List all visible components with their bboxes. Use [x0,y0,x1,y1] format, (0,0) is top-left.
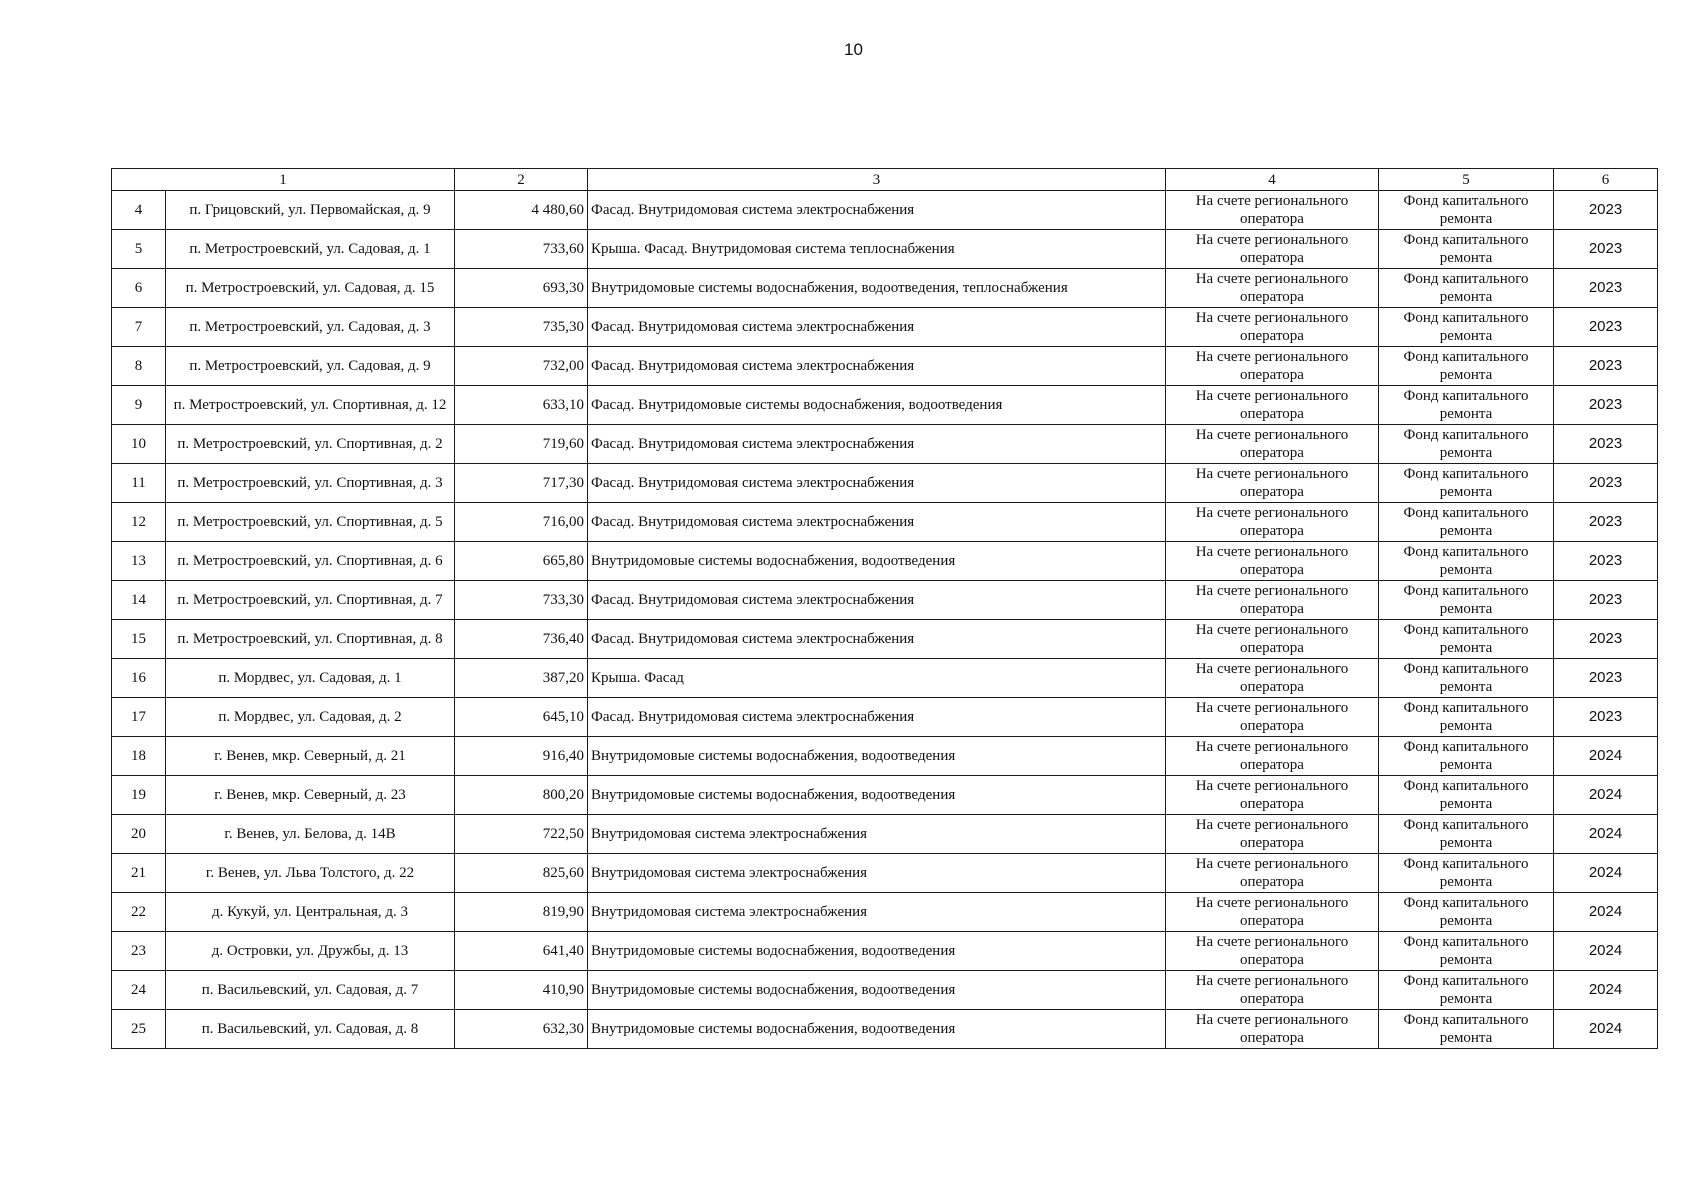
header-cell-1: 1 [112,169,455,191]
account-cell-line: На счете регионального [1195,271,1349,287]
area-cell: 825,60 [455,854,588,893]
funding-source-cell-line: Фонд капитального [1403,466,1529,482]
funding-source-cell [1379,503,1554,542]
funding-source-cell [1379,932,1554,971]
works-cell: Фасад. Внутридомовая система электроснабжения [588,503,1166,542]
header-cell-4: 4 [1166,169,1379,191]
funding-source-cell-line: ремонта [1439,406,1493,422]
funding-source-cell-line: Фонд капитального [1403,349,1529,365]
funding-source-cell-line: Фонд капитального [1403,388,1529,404]
account-cell-line: На счете регионального [1195,934,1349,950]
funding-source-cell-line: Фонд капитального [1403,544,1529,560]
area-cell: 693,30 [455,269,588,308]
year-cell: 2023 [1554,230,1658,269]
table-body [112,191,1658,1049]
year-cell: 2023 [1554,503,1658,542]
header-cell-2: 2 [455,169,588,191]
funding-source-cell [1379,308,1554,347]
address-cell: д. Кукуй, ул. Центральная, д. 3 [166,893,455,932]
area-cell: 736,40 [455,620,588,659]
funding-source-cell [1379,347,1554,386]
table-row [112,776,1658,815]
account-cell-line: оператора [1240,757,1304,773]
funding-source-cell-line: ремонта [1439,367,1493,383]
funding-source-cell-line: ремонта [1439,835,1493,851]
funding-source-cell-line: Фонд капитального [1403,505,1529,521]
year-cell: 2024 [1554,854,1658,893]
table-row [112,503,1658,542]
account-cell-line: На счете регионального [1195,1012,1349,1028]
table-row [112,893,1658,932]
account-cell [1166,776,1379,815]
funding-source-cell-line: ремонта [1439,640,1493,656]
table-row [112,308,1658,347]
funding-source-cell-line: ремонта [1439,757,1493,773]
works-cell: Внутридомовые системы водоснабжения, водоотведения [588,971,1166,1010]
works-cell: Внутридомовые системы водоснабжения, водоотведения [588,542,1166,581]
row-number: 11 [112,464,166,503]
address-cell: п. Метростроевский, ул. Спортивная, д. 6 [166,542,455,581]
row-number: 4 [112,191,166,230]
page-number: 10 [844,40,863,59]
account-cell [1166,659,1379,698]
account-cell-line: оператора [1240,835,1304,851]
year-cell: 2024 [1554,971,1658,1010]
account-cell-line: На счете регионального [1195,193,1349,209]
funding-source-cell-line: Фонд капитального [1403,583,1529,599]
funding-source-cell [1379,581,1554,620]
table-row [112,347,1658,386]
account-cell-line: На счете регионального [1195,427,1349,443]
funding-source-cell-line: ремонта [1439,913,1493,929]
funding-source-cell [1379,386,1554,425]
account-cell [1166,191,1379,230]
row-number: 22 [112,893,166,932]
funding-source-cell-line: Фонд капитального [1403,310,1529,326]
account-cell-line: оператора [1240,562,1304,578]
address-cell: п. Мордвес, ул. Садовая, д. 2 [166,698,455,737]
table-row [112,971,1658,1010]
account-cell-line: оператора [1240,718,1304,734]
year-cell: 2024 [1554,737,1658,776]
funding-source-cell [1379,971,1554,1010]
account-cell-line: оператора [1240,796,1304,812]
funding-source-cell-line: Фонд капитального [1403,700,1529,716]
year-cell: 2023 [1554,581,1658,620]
funding-source-cell-line: ремонта [1439,211,1493,227]
account-cell-line: оператора [1240,211,1304,227]
funding-source-cell-line: ремонта [1439,484,1493,500]
works-cell: Внутридомовая система электроснабжения [588,854,1166,893]
area-cell: 4 480,60 [455,191,588,230]
account-cell [1166,971,1379,1010]
account-cell [1166,698,1379,737]
capital-repair-table [111,168,1658,1049]
area-cell: 733,60 [455,230,588,269]
address-cell: п. Мордвес, ул. Садовая, д. 1 [166,659,455,698]
table-row [112,542,1658,581]
account-cell-line: оператора [1240,484,1304,500]
account-cell-line: На счете регионального [1195,973,1349,989]
row-number: 19 [112,776,166,815]
table-row [112,191,1658,230]
works-cell: Фасад. Внутридомовая система электроснабжения [588,620,1166,659]
year-cell: 2024 [1554,893,1658,932]
area-cell: 916,40 [455,737,588,776]
funding-source-cell-line: ремонта [1439,562,1493,578]
funding-source-cell-line: ремонта [1439,328,1493,344]
account-cell-line: На счете регионального [1195,895,1349,911]
account-cell-line: На счете регионального [1195,310,1349,326]
account-cell-line: оператора [1240,874,1304,890]
year-cell: 2023 [1554,425,1658,464]
address-cell: г. Венев, мкр. Северный, д. 23 [166,776,455,815]
row-number: 20 [112,815,166,854]
account-cell-line: На счете регионального [1195,622,1349,638]
account-cell [1166,386,1379,425]
year-cell: 2023 [1554,542,1658,581]
funding-source-cell [1379,659,1554,698]
address-cell: п. Метростроевский, ул. Спортивная, д. 3 [166,464,455,503]
account-cell-line: На счете регионального [1195,700,1349,716]
address-cell: п. Метростроевский, ул. Садовая, д. 3 [166,308,455,347]
funding-source-cell-line: Фонд капитального [1403,739,1529,755]
address-cell: п. Метростроевский, ул. Спортивная, д. 8 [166,620,455,659]
table-row [112,425,1658,464]
address-cell: п. Метростроевский, ул. Садовая, д. 1 [166,230,455,269]
table-row [112,464,1658,503]
funding-source-cell-line: ремонта [1439,250,1493,266]
row-number: 15 [112,620,166,659]
area-cell: 800,20 [455,776,588,815]
funding-source-cell-line: Фонд капитального [1403,622,1529,638]
account-cell-line: На счете регионального [1195,739,1349,755]
table-row [112,737,1658,776]
funding-source-cell-line: Фонд капитального [1403,193,1529,209]
funding-source-cell-line: ремонта [1439,874,1493,890]
year-cell: 2024 [1554,1010,1658,1049]
account-cell-line: оператора [1240,406,1304,422]
funding-source-cell-line: ремонта [1439,718,1493,734]
row-number: 12 [112,503,166,542]
account-cell-line: На счете регионального [1195,544,1349,560]
account-cell [1166,542,1379,581]
funding-source-cell [1379,1010,1554,1049]
funding-source-cell-line: Фонд капитального [1403,232,1529,248]
table-row [112,698,1658,737]
table-row [112,230,1658,269]
area-cell: 632,30 [455,1010,588,1049]
account-cell-line: На счете регионального [1195,466,1349,482]
account-cell-line: оператора [1240,913,1304,929]
area-cell: 641,40 [455,932,588,971]
row-number: 24 [112,971,166,1010]
funding-source-cell-line: Фонд капитального [1403,856,1529,872]
funding-source-cell-line: Фонд капитального [1403,427,1529,443]
funding-source-cell [1379,464,1554,503]
table-row [112,269,1658,308]
works-cell: Фасад. Внутридомовые системы водоснабжения, водоотведения [588,386,1166,425]
address-cell: д. Островки, ул. Дружбы, д. 13 [166,932,455,971]
works-cell: Фасад. Внутридомовая система электроснабжения [588,425,1166,464]
row-number: 16 [112,659,166,698]
area-cell: 733,30 [455,581,588,620]
address-cell: п. Метростроевский, ул. Спортивная, д. 12 [166,386,455,425]
account-cell-line: На счете регионального [1195,232,1349,248]
table-row [112,815,1658,854]
table-row [112,386,1658,425]
row-number: 23 [112,932,166,971]
account-cell [1166,425,1379,464]
row-number: 10 [112,425,166,464]
address-cell: п. Метростроевский, ул. Спортивная, д. 2 [166,425,455,464]
account-cell [1166,581,1379,620]
funding-source-cell [1379,776,1554,815]
account-cell-line: На счете регионального [1195,856,1349,872]
year-cell: 2023 [1554,620,1658,659]
area-cell: 717,30 [455,464,588,503]
address-cell: п. Васильевский, ул. Садовая, д. 7 [166,971,455,1010]
row-number: 14 [112,581,166,620]
works-cell: Фасад. Внутридомовая система электроснабжения [588,698,1166,737]
account-cell [1166,308,1379,347]
funding-source-cell [1379,620,1554,659]
address-cell: п. Метростроевский, ул. Садовая, д. 15 [166,269,455,308]
row-number: 18 [112,737,166,776]
row-number: 7 [112,308,166,347]
funding-source-cell-line: Фонд капитального [1403,778,1529,794]
account-cell-line: На счете регионального [1195,661,1349,677]
account-cell-line: оператора [1240,601,1304,617]
funding-source-cell [1379,191,1554,230]
funding-source-cell-line: ремонта [1439,1030,1493,1046]
year-cell: 2023 [1554,347,1658,386]
funding-source-cell-line: Фонд капитального [1403,1012,1529,1028]
account-cell-line: оператора [1240,679,1304,695]
account-cell [1166,269,1379,308]
account-cell-line: На счете регионального [1195,505,1349,521]
account-cell [1166,854,1379,893]
table-row [112,932,1658,971]
row-number: 25 [112,1010,166,1049]
account-cell [1166,347,1379,386]
address-cell: г. Венев, мкр. Северный, д. 21 [166,737,455,776]
account-cell-line: оператора [1240,523,1304,539]
area-cell: 665,80 [455,542,588,581]
account-cell [1166,932,1379,971]
funding-source-cell [1379,269,1554,308]
row-number: 6 [112,269,166,308]
row-number: 9 [112,386,166,425]
works-cell: Внутридомовая система электроснабжения [588,893,1166,932]
funding-source-cell-line: ремонта [1439,289,1493,305]
funding-source-cell [1379,815,1554,854]
funding-source-cell [1379,698,1554,737]
account-cell-line: На счете регионального [1195,583,1349,599]
address-cell: п. Васильевский, ул. Садовая, д. 8 [166,1010,455,1049]
account-cell [1166,893,1379,932]
account-cell [1166,503,1379,542]
works-cell: Внутридомовые системы водоснабжения, водоотведения [588,1010,1166,1049]
row-number: 5 [112,230,166,269]
account-cell-line: На счете регионального [1195,349,1349,365]
area-cell: 735,30 [455,308,588,347]
account-cell [1166,230,1379,269]
account-cell-line: оператора [1240,328,1304,344]
funding-source-cell-line: Фонд капитального [1403,661,1529,677]
area-cell: 633,10 [455,386,588,425]
funding-source-cell [1379,893,1554,932]
account-cell-line: оператора [1240,991,1304,1007]
table-row [112,620,1658,659]
address-cell: г. Венев, ул. Белова, д. 14В [166,815,455,854]
row-number: 8 [112,347,166,386]
table-row [112,659,1658,698]
account-cell-line: оператора [1240,1030,1304,1046]
works-cell: Крыша. Фасад [588,659,1166,698]
funding-source-cell-line: Фонд капитального [1403,271,1529,287]
account-cell-line: оператора [1240,445,1304,461]
works-cell: Фасад. Внутридомовая система электроснабжения [588,464,1166,503]
works-cell: Внутридомовые системы водоснабжения, водоотведения, теплоснабжения [588,269,1166,308]
funding-source-cell-line: Фонд капитального [1403,895,1529,911]
funding-source-cell-line: ремонта [1439,445,1493,461]
header-cell-6: 6 [1554,169,1658,191]
account-cell [1166,815,1379,854]
area-cell: 410,90 [455,971,588,1010]
funding-source-cell [1379,854,1554,893]
year-cell: 2024 [1554,815,1658,854]
account-cell-line: оператора [1240,289,1304,305]
account-cell-line: оператора [1240,250,1304,266]
funding-source-cell-line: ремонта [1439,523,1493,539]
works-cell: Внутридомовые системы водоснабжения, водоотведения [588,737,1166,776]
works-cell: Фасад. Внутридомовая система электроснабжения [588,308,1166,347]
area-cell: 387,20 [455,659,588,698]
account-cell [1166,737,1379,776]
address-cell: г. Венев, ул. Льва Толстого, д. 22 [166,854,455,893]
funding-source-cell-line: ремонта [1439,952,1493,968]
row-number: 13 [112,542,166,581]
funding-source-cell-line: ремонта [1439,991,1493,1007]
header-cell-5: 5 [1379,169,1554,191]
works-cell: Фасад. Внутридомовая система электроснабжения [588,581,1166,620]
funding-source-cell-line: ремонта [1439,796,1493,812]
table-row [112,1010,1658,1049]
row-number: 21 [112,854,166,893]
year-cell: 2023 [1554,386,1658,425]
account-cell-line: На счете регионального [1195,388,1349,404]
funding-source-cell-line: Фонд капитального [1403,973,1529,989]
funding-source-cell-line: Фонд капитального [1403,817,1529,833]
address-cell: п. Метростроевский, ул. Спортивная, д. 5 [166,503,455,542]
funding-source-cell [1379,230,1554,269]
area-cell: 645,10 [455,698,588,737]
year-cell: 2023 [1554,308,1658,347]
funding-source-cell [1379,425,1554,464]
year-cell: 2023 [1554,464,1658,503]
account-cell [1166,1010,1379,1049]
address-cell: п. Метростроевский, ул. Садовая, д. 9 [166,347,455,386]
table-row [112,581,1658,620]
account-cell-line: оператора [1240,367,1304,383]
works-cell: Фасад. Внутридомовая система электроснабжения [588,191,1166,230]
address-cell: п. Метростроевский, ул. Спортивная, д. 7 [166,581,455,620]
account-cell [1166,620,1379,659]
account-cell-line: оператора [1240,952,1304,968]
year-cell: 2024 [1554,776,1658,815]
table-row [112,854,1658,893]
funding-source-cell-line: ремонта [1439,679,1493,695]
header-cell-3: 3 [588,169,1166,191]
area-cell: 722,50 [455,815,588,854]
works-cell: Крыша. Фасад. Внутридомовая система теплоснабжения [588,230,1166,269]
works-cell: Внутридомовая система электроснабжения [588,815,1166,854]
account-cell [1166,464,1379,503]
area-cell: 716,00 [455,503,588,542]
year-cell: 2023 [1554,698,1658,737]
year-cell: 2023 [1554,659,1658,698]
address-cell: п. Грицовский, ул. Первомайская, д. 9 [166,191,455,230]
account-cell-line: оператора [1240,640,1304,656]
row-number: 17 [112,698,166,737]
account-cell-line: На счете регионального [1195,778,1349,794]
works-cell: Внутридомовые системы водоснабжения, водоотведения [588,776,1166,815]
area-cell: 719,60 [455,425,588,464]
area-cell: 819,90 [455,893,588,932]
area-cell: 732,00 [455,347,588,386]
funding-source-cell [1379,737,1554,776]
account-cell-line: На счете регионального [1195,817,1349,833]
header-row [112,169,1658,191]
year-cell: 2024 [1554,932,1658,971]
funding-source-cell-line: Фонд капитального [1403,934,1529,950]
funding-source-cell-line: ремонта [1439,601,1493,617]
year-cell: 2023 [1554,191,1658,230]
works-cell: Фасад. Внутридомовая система электроснабжения [588,347,1166,386]
works-cell: Внутридомовые системы водоснабжения, водоотведения [588,932,1166,971]
year-cell: 2023 [1554,269,1658,308]
funding-source-cell [1379,542,1554,581]
